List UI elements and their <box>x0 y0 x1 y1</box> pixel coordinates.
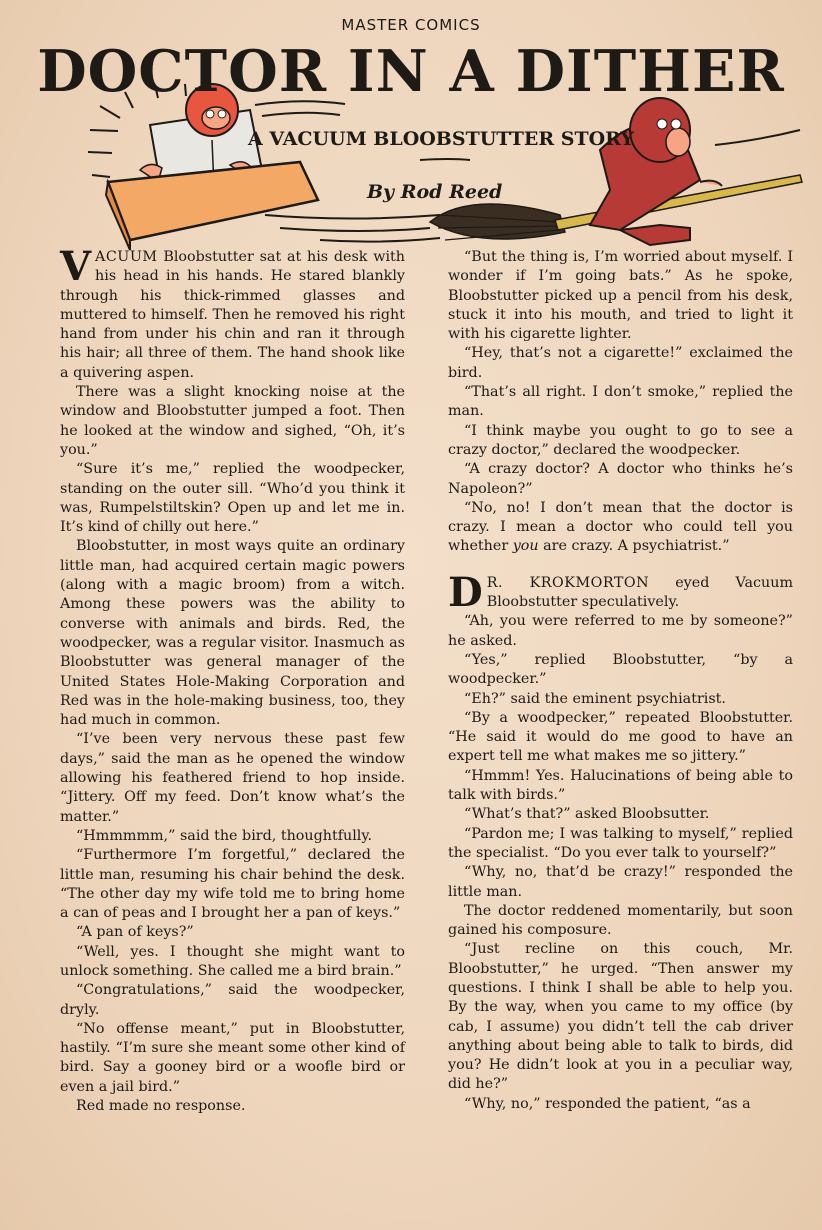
paragraph: “Hmmmmm,” said the bird, thoughtfully. <box>76 827 373 844</box>
byline: By Rod Reed <box>367 181 503 203</box>
paragraph: “Hey, that’s not a cigarette!” exclaimed the bird. <box>448 345 793 381</box>
paragraph: “Eh?” said the eminent psychiatrist. <box>464 690 726 707</box>
paragraph: There was a slight knocking noise at the window and Bloobstutter jumped a foot. Then he looked at the window and sighed, “Oh, it’s you.” <box>60 384 405 458</box>
paragraph: “Hmmm! Yes. Halucinations of being able to talk with birds.” <box>448 767 793 804</box>
paragraph: “I think maybe you ought to go to see a crazy doctor,” declared the woodpecker. <box>448 422 793 458</box>
paragraph: Bloobstutter, in most ways quite an ordinary little man, had acquired certain magic powers (along with a magic broom) from a witch. Among these powers was the ability to converse with animals and birds. Red, the woodpecker, was a regular visitor. Inasmuch as Bloobstutter was general manager of the United States Hole-Making Corporation and Red was in the hole-making business, too, they had much in common. <box>60 538 405 729</box>
paragraph: “Pardon me; I was talking to myself,” replied the specialist. “Do you ever talk to yourself?” <box>448 825 793 861</box>
paragraph: “Why, no, that’d be crazy!” responded the little man. <box>448 864 793 900</box>
paragraph: D R. KROKMORTON eyed Vacuum Bloobstutter speculatively. <box>448 568 793 616</box>
drop-cap: V <box>60 243 92 290</box>
paragraph: “Just recline on this couch, Mr. Bloobstutter,” he urged. “Then answer my questions. I think I shall be able to help you. By the way, when you came to my office (by cab, I assume) you didn’t tell the cab driver anything about being able to talk to birds, did you? He didn’t look at you in a peculiar way, did he?” <box>448 941 793 1093</box>
paragraph: “Sure it’s me,” replied the woodpecker, standing on the outer sill. “Who’d you think it was, Rumpelstiltskin? Open up and let me in. It’s kind of chilly out here.” <box>60 461 405 536</box>
paragraph: “Ah, you were referred to me by someone?” he asked. <box>448 613 793 649</box>
paragraph: “No, no! I don’t mean that the doctor is crazy. I mean a doctor who could tell you whether you are crazy. A psychiatrist.” <box>448 499 793 555</box>
paragraph: “Yes,” replied Bloobstutter, “by a woodpecker.” <box>448 651 793 688</box>
figure-on-broom <box>430 98 802 245</box>
drop-cap: D <box>448 568 483 616</box>
paragraph: “Why, no,” responded the patient, “as a <box>464 1095 751 1112</box>
paragraph: “But the thing is, I’m worried about myself. I wonder if I’m going bats.” As he spoke, Bloobstutter picked up a pencil from his desk, stuck it into his mouth, and tried to light it with his cigarette lighter. <box>448 249 793 343</box>
running-head: MASTER COMICS <box>341 16 481 34</box>
paragraph: VACUUM Bloobstutter sat at his desk with his head in his hands. He stared blankly through his thick-rimmed glasses and muttered to himself. Then he removed his right hand from under his chin and ran it through his hair; all three of them. The hand shook like a quivering aspen. <box>60 243 405 381</box>
left-column <box>60 243 405 1116</box>
desk-shape <box>106 162 318 250</box>
paragraph: “A pan of keys?” <box>76 924 194 941</box>
paragraph: “I’ve been very nervous these past few days,” said the man as he opened the window allowing his feathered friend to hop inside. “Jittery. Off my feed. Don’t know what’s the matter.” <box>60 731 405 825</box>
paragraph: “No offense meant,” put in Bloobstutter, hastily. “I’m sure she meant some other kind of bird. Say a gooney bird or a woofle bird or even a jail bird.” <box>60 1020 405 1095</box>
right-column <box>448 248 793 1114</box>
story-title: DOCTOR IN A DITHER <box>37 38 785 105</box>
story-subtitle: A VACUUM BLOOBSTUTTER STORY <box>248 128 634 150</box>
paragraph: The doctor reddened momentarily, but soon gained his composure. <box>448 902 793 939</box>
paragraph: “Congratulations,” said the woodpecker, dryly. <box>60 982 405 1018</box>
paragraph: “By a woodpecker,” repeated Bloobstutter. “He said it would do me good to have an expert tell me what makes me so jittery.” <box>448 709 793 765</box>
paragraph: Red made no response. <box>76 1098 246 1115</box>
paragraph: “Furthermore I’m forgetful,” declared the little man, resuming his chair behind the desk. “The other day my wife told me to bring home a can of peas and I brought her a pan of keys.” <box>60 847 405 922</box>
paragraph: “What’s that?” asked Bloobsutter. <box>464 806 710 823</box>
paragraph: “Well, yes. I thought she might want to unlock something. She called me a bird brain.” <box>60 943 405 979</box>
paragraph: “That’s all right. I don’t smoke,” replied the man. <box>448 384 793 420</box>
paragraph: “A crazy doctor? A doctor who thinks he’s Napoleon?” <box>448 461 793 497</box>
